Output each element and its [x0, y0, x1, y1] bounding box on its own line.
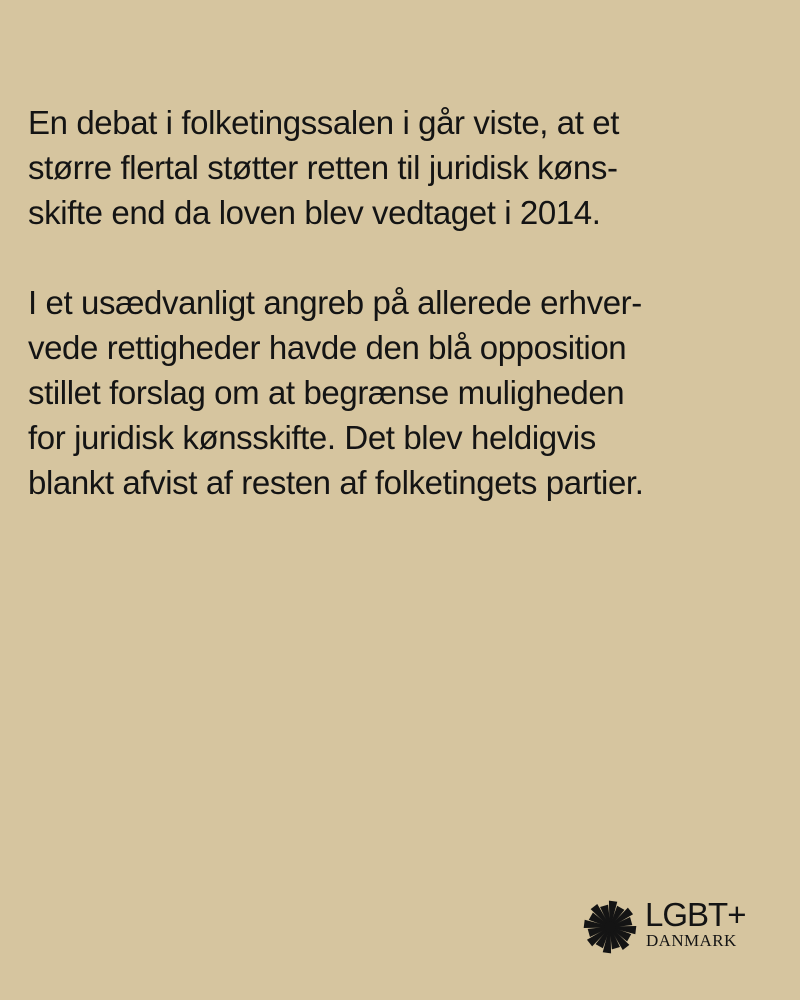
- post-body: [28, 100, 788, 505]
- paragraph-proposal: [28, 280, 788, 505]
- starburst-core: [605, 922, 616, 933]
- text-line: vede rettigheder havde den blå opposition: [28, 329, 627, 366]
- text-line: I et usædvanligt angreb på allerede erhver-: [28, 284, 642, 321]
- text-line: for juridisk kønsskifte. Det blev heldigvis: [28, 419, 596, 456]
- logo-title: LGBT+: [645, 896, 746, 933]
- starburst-icon: [583, 900, 637, 954]
- text-line: blankt afvist af resten af folketingets partier.: [28, 464, 644, 501]
- logo-subtitle: DANMARK: [646, 931, 737, 950]
- text-line: stillet forslag om at begrænse muligheden: [28, 374, 625, 411]
- paragraph-spacer: [28, 235, 788, 280]
- text-line: større flertal støtter retten til juridisk køns-: [28, 149, 618, 186]
- lgbt-danmark-logo: [583, 898, 773, 958]
- text-line: En debat i folketingssalen i går viste, at et: [28, 104, 620, 141]
- paragraph-debate: [28, 100, 788, 235]
- text-line: skifte end da loven blev vedtaget i 2014.: [28, 194, 601, 231]
